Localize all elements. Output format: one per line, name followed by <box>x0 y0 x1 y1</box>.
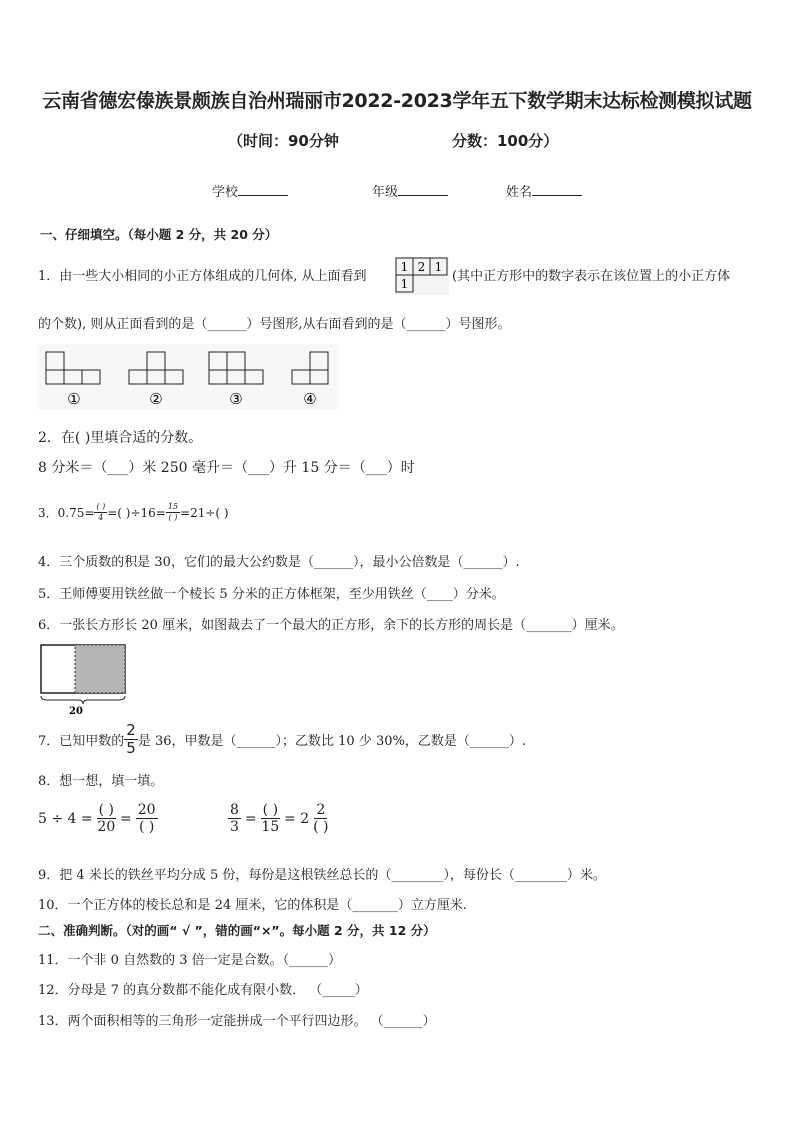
q5-text: 5．王师傅要用铁丝做一个棱长 5 分米的正方体框架，至少用铁丝（____）分米。 <box>38 587 505 602</box>
q8a-fraction-2 <box>136 803 158 834</box>
q1-text-line2: 的个数), 则从正面看到的是（______）号图形,从右面看到的是（______）号图形。 <box>38 317 511 332</box>
q8b-fraction-2 <box>313 803 328 834</box>
q6-length-label: 20 <box>69 706 83 716</box>
page-title: 云南省德宏傣族景颇族自治州瑞丽市2022-2023学年五下数学期末达标检测模拟试题 <box>42 90 752 112</box>
q3-f1-num[interactable]: ( ) <box>96 502 106 511</box>
school-label: 学校 <box>212 185 239 200</box>
q8a-eq: = <box>120 810 132 827</box>
q8b-f1-den: 15 <box>261 819 280 835</box>
q7-num: 2 <box>126 721 136 739</box>
q6-rectangle-figure <box>38 642 130 716</box>
q8b-f2-num: 2 <box>316 802 326 818</box>
q8b-fraction-1 <box>261 803 280 834</box>
grade-label: 年级 <box>372 185 399 200</box>
exam-time: （时间：90分钟 <box>228 132 339 150</box>
q8b-f2-den[interactable]: ( ) <box>313 819 329 835</box>
q8-text: 8．想一想，填一填。 <box>38 774 164 789</box>
q3-f2-num: 15 <box>167 502 179 511</box>
option-2-label: ② <box>149 390 163 408</box>
q10-text: 10．一个正方体的棱长总和是 24 厘米，它的体积是（_______）立方厘米. <box>38 898 467 913</box>
q8-equation-b <box>228 803 329 834</box>
q3-prefix: 3．0.75= <box>38 506 95 520</box>
q11-text: 11．一个非 0 自然数的 3 倍一定是合数。（______） <box>38 953 342 968</box>
q8a-fraction-1 <box>97 803 116 834</box>
q3-f1-den: 4 <box>98 513 104 522</box>
school-field[interactable] <box>212 181 288 200</box>
q3-f2-den[interactable]: ( ) <box>168 513 178 522</box>
q7-suffix: 是 36，甲数是（______）；乙数比 10 少 30%，乙数是（______）. <box>137 734 526 749</box>
q8b-eq2: = 2 <box>284 810 310 827</box>
q8a-f2-num: 20 <box>137 802 156 818</box>
q3-fraction-2 <box>166 503 180 522</box>
q2-text: 2．在( )里填合适的分数。 <box>38 430 203 446</box>
grade-blank[interactable] <box>398 183 448 196</box>
option-3-label: ③ <box>229 390 243 408</box>
q2-line2: 8 分米＝（___）米 250 毫升＝（___）升 15 分＝（___）时 <box>38 460 415 476</box>
q1-text-part2: (其中正方形中的数字表示在该位置上的小正方体 <box>452 269 731 284</box>
q3-mid: =( )÷16= <box>107 505 166 520</box>
q6-text: 6．一张长方形长 20 厘米，如图裁去了一个最大的正方形，余下的长方形的周长是（_______）厘米。 <box>38 618 624 633</box>
q1-text-part1: 1．由一些大小相同的小正方体组成的几何体, 从上面看到 <box>38 269 367 284</box>
q8b-f1-num[interactable]: ( ) <box>262 802 279 818</box>
name-blank[interactable] <box>532 183 582 196</box>
q8b-f0-num: 8 <box>230 802 239 818</box>
school-blank[interactable] <box>238 183 288 196</box>
q8-equation-a <box>38 803 158 834</box>
option-4-label: ④ <box>303 390 317 408</box>
q13-text: 13．两个面积相等的三角形一定能拼成一个平行四边形。 （______） <box>38 1014 436 1029</box>
section-1-heading: 一、仔细填空。（每小题 2 分，共 20 分） <box>40 227 278 242</box>
q3-suffix: =21÷( ) <box>180 505 229 520</box>
q8b-fraction-0 <box>228 803 241 834</box>
q7-fraction <box>124 723 138 756</box>
top-view-cell-1: 1 <box>400 260 409 274</box>
q3-fraction-1 <box>94 503 107 522</box>
top-view-cell-3: 1 <box>434 260 443 274</box>
top-view-cell-2: 2 <box>417 260 426 274</box>
exam-score: 分数：100分） <box>452 132 559 150</box>
q8a-f2-den[interactable]: ( ) <box>138 819 155 835</box>
top-view-cell-4: 1 <box>400 277 409 291</box>
q4-text: 4．三个质数的积是 30，它们的最大公约数是（______），最小公倍数是（______）. <box>38 555 520 570</box>
q8b-eq1: = <box>244 810 257 827</box>
q1-top-view-figure <box>394 256 450 296</box>
name-label: 姓名 <box>506 185 533 200</box>
option-1-label: ① <box>67 390 81 408</box>
q7-line <box>38 723 526 756</box>
q7-den: 5 <box>126 739 136 757</box>
section-2-heading: 二、准确判断。（对的画“ √ ”，错的画“×”。每小题 2 分，共 12 分） <box>38 923 436 938</box>
q8a-f1-num[interactable]: ( ) <box>98 802 115 818</box>
q8b-f0-den: 3 <box>230 819 239 835</box>
grade-field[interactable] <box>372 181 448 200</box>
q8a-lhs: 5 ÷ 4 = <box>38 810 93 827</box>
q12-text: 12．分母是 7 的真分数都不能化成有限小数． （_____） <box>38 983 368 998</box>
q1-view-options-figure <box>38 344 338 410</box>
q8a-f1-den: 20 <box>97 819 116 835</box>
name-field[interactable] <box>506 181 582 200</box>
q3-line <box>38 503 229 522</box>
q7-prefix: 7．已知甲数的 <box>38 734 125 749</box>
q9-text: 9．把 4 米长的铁丝平均分成 5 份，每份是这根铁丝总长的（________），每份长（________）米。 <box>38 868 606 883</box>
